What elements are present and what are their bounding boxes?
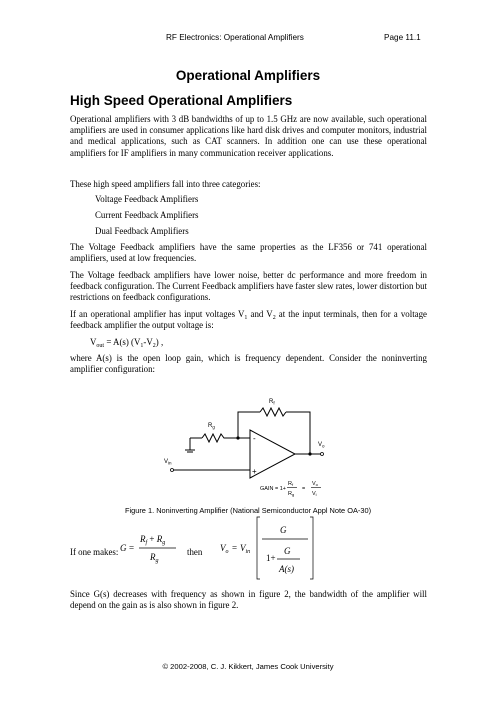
rf-label: $R_f$ [269, 399, 275, 406]
text-run: at the input terminals, then for a voltage feedback amplifier the output voltage is: [70, 309, 427, 331]
eq-symbol: = [129, 543, 135, 553]
paragraph-bandwidth: Since G(s) decreases with frequency as shown in figure 2, the bandwidth of the amplifier will depend on the gain as is also shown in figure 2. [70, 589, 427, 611]
paragraph-open-loop-gain: where A(s) is the open loop gain, which is frequency dependent. Consider the noninverting amplifier configuration: [70, 353, 427, 375]
gain-definition-equation [118, 527, 180, 567]
eq-text: ) , [155, 337, 164, 347]
page-footer: © 2002-2008, C. J. Kikkert, James Cook University [162, 662, 334, 671]
vo-label: $V_o$ [318, 442, 325, 449]
eq-symbol: V [90, 337, 97, 347]
list-item: Current Feedback Amplifiers [95, 210, 199, 220]
eq-symbol: $V_{in}$ [240, 543, 251, 555]
eq-symbol: = [232, 543, 238, 553]
right-bracket [310, 517, 313, 579]
page-title: Operational Amplifiers [175, 68, 321, 83]
eq-text: = A(s) (V [104, 337, 141, 347]
eq-one-plus: 1+ [266, 553, 276, 563]
header-page-number: Page 11.1 [384, 33, 421, 42]
paragraph-input-voltages [70, 309, 427, 331]
paragraph-intro: Operational amplifiers with 3 dB bandwidths of up to 1.5 GHz are now available, such operational amplifiers are used in consumer applications like hard disk drives and computer monitors, industrial and medical applications, such as CAT scanners. In addition one can use these operational amplifiers for IF amplifiers in many communication receiver applications. [70, 114, 427, 158]
paragraph-voltage-feedback: The Voltage Feedback amplifiers have the same properties as the LF356 or 741 operational amplifiers, used at low frequencies. [70, 242, 427, 264]
output-voltage-equation [218, 509, 323, 581]
output-terminal [321, 453, 324, 456]
gain-equals: = [302, 486, 306, 492]
opamp-symbol [250, 430, 295, 478]
noninverting-amplifier-diagram [150, 388, 350, 503]
eq-text: -V [143, 337, 153, 347]
eq-symbol: G [120, 543, 127, 553]
paragraph-categories-intro: These high speed amplifiers fall into three categories: [70, 179, 261, 189]
gain-text: GAIN = 1+ [260, 486, 286, 492]
eq-denominator: $R_g$ [150, 552, 159, 564]
feedback-wire [286, 412, 310, 454]
rg-label: $R_g$ [208, 423, 215, 430]
rf-resistor [260, 408, 286, 416]
equation-intro-text: If one makes: [70, 547, 119, 557]
eq-inner-numerator: G [280, 525, 287, 535]
left-bracket [257, 517, 260, 579]
noninverting-sign: + [252, 467, 257, 476]
rg-resistor [202, 434, 226, 442]
subscript: 2 [152, 343, 156, 349]
subscript: 1 [140, 343, 144, 349]
ratio-num: Vo [312, 481, 318, 487]
eq-inner-frac-num: G [284, 546, 291, 556]
gain-fraction-den: Rg [288, 491, 295, 497]
node-dot [308, 452, 311, 455]
subscript: 1 [244, 315, 248, 321]
vin-label: $V_{in}$ [164, 459, 172, 466]
header-title: RF Electronics: Operational Amplifiers [166, 33, 304, 42]
text-run: If an operational amplifier has input voltages V [70, 309, 245, 319]
list-item: Voltage Feedback Amplifiers [95, 194, 199, 204]
inverting-sign: - [253, 434, 256, 443]
subscript: out [96, 343, 105, 349]
eq-inner-frac-den: A(s) [279, 564, 294, 574]
eq-symbol: $V_o$ [220, 543, 229, 555]
figure-caption: Figure 1. Noninverting Amplifier (National Semiconductor Appl Note OA-30) [124, 506, 372, 515]
input-terminal [171, 469, 174, 472]
ratio-den: Vi [312, 491, 317, 497]
text-run: and V [247, 309, 273, 319]
eq-numerator: $R_f + R_g$ [140, 534, 166, 546]
section-heading: High Speed Operational Amplifiers [70, 93, 293, 108]
subscript: 2 [272, 315, 276, 321]
list-item: Dual Feedback Amplifiers [95, 226, 189, 236]
equation-then-text: then [187, 547, 203, 557]
equation-vout [90, 337, 163, 347]
gain-fraction-num: Rf [288, 481, 294, 487]
paragraph-comparison: The Voltage feedback amplifiers have lower noise, better dc performance and more freedom in feedback configuration. The Current Feedback amplifiers have faster slew rates, lower distortion but restrictions on feedback configurations. [70, 270, 427, 303]
node-dot [236, 436, 239, 439]
